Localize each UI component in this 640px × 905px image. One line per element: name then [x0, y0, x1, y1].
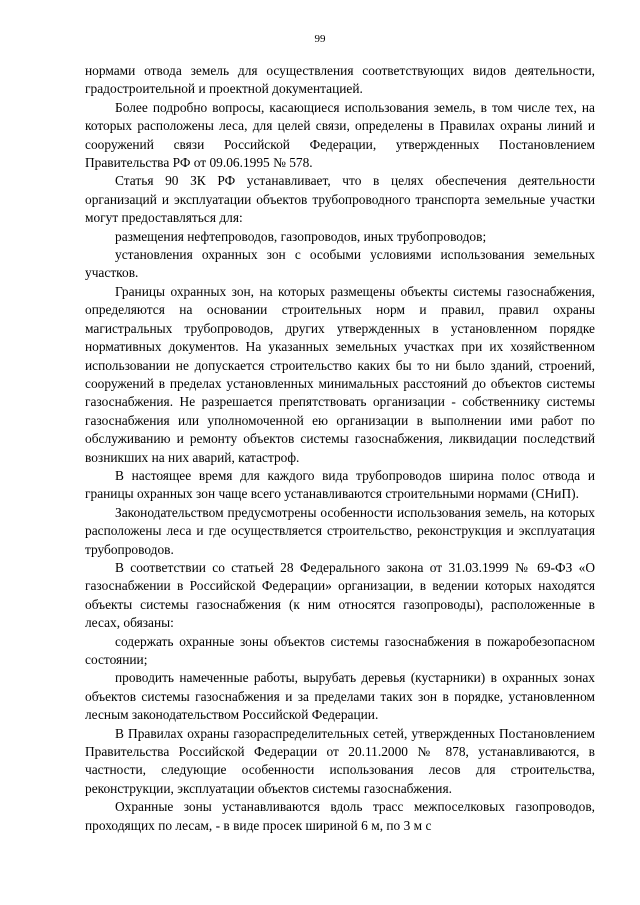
page-number: 99 [314, 33, 326, 45]
list-item-planned-works: проводить намеченные работы, вырубать деревья (кустарники) в охранных зонах объектов системы газоснабжения и за пределами таких зон в порядке, установленном лесным законодательством Российской Федерации. [85, 670, 595, 723]
paragraph-communication-rules: Более подробно вопросы, касающиеся использования земель, в том числе тех, на которых расположены леса, для целей связи, определены в Правилах охраны линий и сооружений связи Российской Федерации, утвержденных Постановлением Правительства РФ от 09.06.1995 № 578. [85, 99, 595, 171]
paragraph-snip-norms: В настоящее время для каждого вида трубопроводов ширина полос отвода и границы охранных зон чаще всего устанавливаются строительными нормами (СНиП). [85, 467, 595, 502]
paragraph-zone-boundaries: Границы охранных зон, на которых размещены объекты системы газоснабжения, определяются на основании строительных норм и правил, правил охраны магистральных трубопроводов, других утвержденных в установленном порядке нормативных документов. На указанных земельных участках при их хозяйственном использовании не допускается строительство каких бы то ни было зданий, строений, сооружений в пределах установленных минимальных расстояний до объектов системы газоснабжения. Не разрешается препятствовать организации - собственнику системы газоснабжения или уполномоченной ею организации в выполнении ими работ по обслуживанию и ремонту объектов системы газоснабжения, ликвидации последствий возникших на них аварий, катастроф. [85, 283, 595, 465]
paragraph-gas-network-rules: В Правилах охраны газораспределительных сетей, утвержденных Постановлением Правительства Российской Федерации от 20.11.2000 № 878, устанавливаются, в частности, следующие особенности использования лесов для строительства, реконструкции, эксплуатации объектов системы газоснабжения. [85, 725, 595, 796]
paragraph-article-90: Статья 90 ЗК РФ устанавливает, что в целях обеспечения деятельности организаций и эксплуатации объектов трубопроводного транспорта земельные участки могут предоставляться для: [85, 173, 595, 226]
list-item-fire-safety: содержать охранные зоны объектов системы газоснабжения в пожаробезопасном состоянии; [85, 633, 595, 667]
paragraph-land-use-features: Законодательством предусмотрены особенности использования земель, на которых расположены леса и где осуществляется строительство, реконструкция и эксплуатация трубопроводов. [85, 504, 595, 557]
paragraph-protection-zones-forest: Охранные зоны устанавливаются вдоль трасс межпоселковых газопроводов, проходящих по лесам, - в виде просек шириной 6 м, по 3 м с [85, 799, 595, 833]
paragraph-continuation: нормами отвода земель для осуществления соответствующих видов деятельности, градостроительной и проектной документацией. [85, 63, 595, 97]
paragraph-article-28: В соответствии со статьей 28 Федерального закона от 31.03.1999 № 69-ФЗ «О газоснабжении в Российской Федерации» организации, в ведении которых находятся объекты системы газоснабжения (к ним относятся газопроводы), расположенные в лесах, обязаны: [85, 559, 595, 631]
list-item-protection-zones: установления охранных зон с особыми условиями использования земельных участков. [85, 247, 595, 281]
document-body [85, 62, 595, 835]
list-item-pipelines-placement: размещения нефтепроводов, газопроводов, иных трубопроводов; [115, 228, 487, 244]
